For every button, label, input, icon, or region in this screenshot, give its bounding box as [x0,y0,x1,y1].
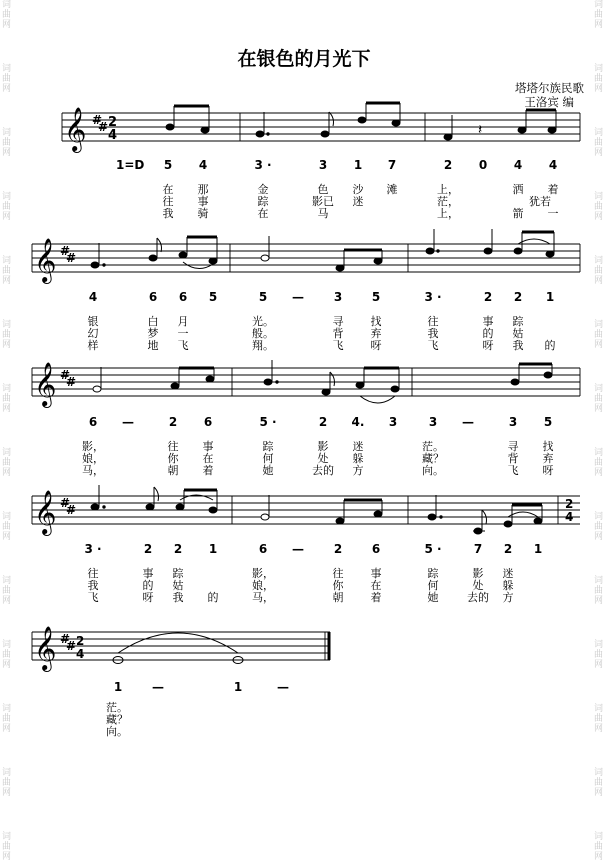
lyric-syllable: 事 [202,440,214,453]
watermark-text: 词 曲 网 [2,768,12,798]
svg-text:𝄞: 𝄞 [34,490,57,534]
lyric-syllable: 弃 [370,327,382,340]
lyric-syllable: 她 [262,464,274,477]
jianpu-note: 0 [478,158,488,172]
lyric-syllable: 事 [197,195,209,208]
watermark-text: 词 曲 网 [594,768,604,798]
jianpu-note: 5 [208,290,218,304]
svg-text:#: # [66,375,77,389]
jianpu-note: 6 [203,415,213,429]
lyric-syllable: 色 [317,183,329,196]
jianpu-note: 2 [483,290,493,304]
lyric-syllable: 影 [472,567,484,580]
lyric-syllable: 娘， [252,579,274,592]
lyric-syllable: 寻 [507,440,519,453]
lyric-syllable: 呀 [370,339,382,352]
time-sig-top: 2 [108,115,118,130]
jianpu-note: — [292,290,304,304]
watermark-text: 词 曲 网 [594,832,604,862]
watermark-text: 词 曲 网 [2,320,12,350]
jianpu-note: 1 [545,290,555,304]
lyric-syllable: 事 [370,567,382,580]
jianpu-note: 3 · [254,158,272,172]
svg-text:2: 2 [565,497,574,511]
watermark-text: 词 曲 网 [2,128,12,158]
lyric-syllable: 何 [262,452,274,465]
watermark-text: 词 曲 网 [2,384,12,414]
staff-system-3 [0,360,608,420]
jianpu-note: — [277,680,289,694]
jianpu-note: 3 [508,415,518,429]
svg-text:2: 2 [76,634,85,648]
watermark-text: 词 曲 网 [2,256,12,286]
lyric-syllable: 踪 [172,567,184,580]
lyric-syllable: 我 [162,207,174,220]
watermark-text: 词 曲 网 [594,192,604,222]
watermark-text: 词 曲 网 [2,512,12,542]
jianpu-note: 2 [503,542,513,556]
jianpu-note: 5 · [259,415,277,429]
jianpu-note: 4 [548,158,558,172]
lyric-syllable: 白 [147,315,159,328]
final-lyric-2: 藏？ [106,713,128,726]
song-title: 在银色的月光下 [237,48,371,70]
jianpu-note: 2 [143,542,153,556]
lyric-syllable: 飞 [507,464,519,477]
lyric-syllable: 幻 [87,327,99,340]
watermark-text: 词 曲 网 [2,832,12,862]
lyric-syllable: 方 [352,464,364,477]
lyric-syllable: 影已 [312,195,334,208]
lyric-syllable: 我 [427,327,439,340]
svg-text:#: # [66,639,77,653]
lyric-syllable: 迷 [502,567,514,580]
jianpu-note: — [462,415,474,429]
watermark-text: 词 曲 网 [2,576,12,606]
svg-text:4: 4 [76,647,85,661]
jianpu-note: 3 [318,158,328,172]
jianpu-note: 2 [513,290,523,304]
svg-text:#: # [92,113,103,127]
lyric-syllable: 着 [547,183,559,196]
jianpu-note: 3 · [424,290,442,304]
lyric-syllable: 背 [332,327,344,340]
lyric-syllable: 的 [207,591,219,604]
jianpu-note: 5 [163,158,173,172]
jianpu-note: 5 [258,290,268,304]
jianpu-note: 2 [333,542,343,556]
lyric-syllable: 在 [370,579,382,592]
svg-text:#: # [60,496,71,510]
lyric-syllable: 的 [544,339,556,352]
svg-text:#: # [98,120,109,134]
lyric-syllable: 朝 [167,464,179,477]
lyric-syllable: 藏？ [422,452,444,465]
jianpu-note: 6 [258,542,268,556]
lyric-syllable: 呀 [542,464,554,477]
lyric-syllable: 飞 [87,591,99,604]
lyric-syllable: 骑 [197,207,209,220]
watermark-text: 词 曲 网 [594,256,604,286]
lyric-syllable: 地 [147,339,159,352]
lyric-syllable: 往 [162,195,174,208]
jianpu-note: — [122,415,134,429]
lyric-syllable: 背 [507,452,519,465]
watermark-text: 词 曲 网 [2,704,12,734]
watermark-text: 词 曲 网 [594,704,604,734]
lyric-syllable: 我 [512,339,524,352]
lyric-syllable: 犹若 [529,195,551,208]
jianpu-note: 3 · [84,542,102,556]
staff-system-1 [0,100,608,160]
lyric-syllable: 月 [177,315,189,328]
svg-text:#: # [60,368,71,382]
lyric-syllable: 姑 [172,579,184,592]
svg-text:4: 4 [565,510,574,524]
jianpu-note: 7 [473,542,483,556]
lyric-syllable: 娘， [82,452,104,465]
lyric-syllable: 弃 [542,452,554,465]
jianpu-note: — [152,680,164,694]
svg-text:𝄽: 𝄽 [478,122,483,138]
lyric-syllable: 去的 [467,591,489,604]
final-lyrics [106,702,128,738]
jianpu-note: 2 [318,415,328,429]
jianpu-note: 4 [513,158,523,172]
jianpu-note: 2 [443,158,453,172]
lyric-syllable: 她 [427,591,439,604]
watermark-text: 词 曲 网 [594,0,604,30]
lyric-syllable: 洒 [512,183,524,196]
watermark-text: 词 曲 网 [594,320,604,350]
watermark-text: 词 曲 网 [594,64,604,94]
watermark-text: 词 曲 网 [594,576,604,606]
jianpu-note: 1 [113,680,123,694]
watermark-text: 词 曲 网 [2,640,12,670]
watermark-text: 词 曲 网 [594,384,604,414]
jianpu-note: 3 [428,415,438,429]
staff-system-2 [0,235,608,295]
lyric-syllable: 事 [142,567,154,580]
watermark-text: 词 曲 网 [594,128,604,158]
lyric-syllable: 朝 [332,591,344,604]
lyric-syllable: 呀 [142,591,154,604]
lyric-syllable: 往 [87,567,99,580]
jianpu-note: 2 [173,542,183,556]
treble-clef-icon: 𝄞 [64,107,87,151]
lyric-syllable: 踪 [262,440,274,453]
watermark-text: 词 曲 网 [594,512,604,542]
lyric-syllable: 迷 [352,195,364,208]
svg-text:𝄞: 𝄞 [34,626,57,670]
lyric-syllable: 影 [317,440,329,453]
jianpu-note: 5 [543,415,553,429]
lyric-syllable: 事 [482,315,494,328]
jianpu-note: 1 [233,680,243,694]
staff-system-4 [0,485,608,545]
lyric-syllable: 找 [542,440,554,453]
lyric-syllable: 寻 [332,315,344,328]
jianpu-note: 6 [371,542,381,556]
lyric-syllable: 箭 [512,207,524,220]
lyric-syllable: 上， [437,207,459,220]
jianpu-note: 5 [371,290,381,304]
lyric-syllable: 踪 [257,195,269,208]
lyric-syllable: 找 [370,315,382,328]
watermark-text: 词 曲 网 [2,448,12,478]
lyric-syllable: 迷 [352,440,364,453]
jianpu-note: 4 [88,290,98,304]
jianpu-note: 6 [88,415,98,429]
lyric-syllable: 的 [482,327,494,340]
jianpu-note: 1 [208,542,218,556]
lyric-syllable: 那 [197,183,209,196]
lyric-syllable: 飞 [427,339,439,352]
lyric-syllable: 在 [202,452,214,465]
lyric-syllable: 躲 [352,452,364,465]
lyric-syllable: 一 [547,207,559,220]
lyric-syllable: 的 [142,579,154,592]
lyric-syllable: 你 [332,579,344,592]
lyric-syllable: 茫。 [422,440,444,453]
jianpu-note: 4. [351,415,365,429]
lyric-syllable: 处 [472,579,484,592]
jianpu-note: 6 [178,290,188,304]
lyric-syllable: 向。 [422,464,444,477]
jianpu-note: 4 [198,158,208,172]
lyric-syllable: 方 [502,591,514,604]
svg-text:#: # [60,632,71,646]
lyric-syllable: 往 [332,567,344,580]
jianpu-note: 6 [148,290,158,304]
lyric-syllable: 茫， [437,195,459,208]
lyric-syllable: 呀 [482,339,494,352]
lyric-syllable: 处 [317,452,329,465]
credit-arranger: 王洛宾 编 [524,95,574,109]
staff-system-5 [0,620,608,680]
watermark-text: 词 曲 网 [2,64,12,94]
lyric-syllable: 躲 [502,579,514,592]
svg-text:𝄞: 𝄞 [34,362,57,406]
lyric-syllable: 上， [437,183,459,196]
lyric-syllable: 在 [162,183,174,196]
lyric-syllable: 往 [427,315,439,328]
jianpu-note: 1=D [116,158,145,172]
jianpu-note: 3 [388,415,398,429]
jianpu-note: 2 [168,415,178,429]
lyric-syllable: 光。 [252,315,274,328]
lyric-syllable: 一 [177,327,189,340]
lyric-syllable: 在 [257,207,269,220]
jianpu-note: 7 [387,158,397,172]
time-sig-bottom: 4 [108,128,118,143]
svg-text:#: # [60,244,71,258]
lyric-syllable: 踪 [427,567,439,580]
lyric-syllable: 去的 [312,464,334,477]
lyric-syllable: 马， [252,591,274,604]
lyric-syllable: 滩 [386,183,398,196]
jianpu-note: — [292,542,304,556]
lyric-syllable: 往 [167,440,179,453]
lyric-syllable: 姑 [512,327,524,340]
watermark-text: 词 曲 网 [594,448,604,478]
lyric-syllable: 你 [167,452,179,465]
lyric-syllable: 马， [82,464,104,477]
lyric-syllable: 样 [87,339,99,352]
lyric-syllable: 着 [370,591,382,604]
lyric-syllable: 影， [82,440,104,453]
jianpu-note: 1 [353,158,363,172]
credit-origin: 塔塔尔族民歌 [515,81,584,95]
watermark-text: 词 曲 网 [2,192,12,222]
lyric-syllable: 我 [87,579,99,592]
jianpu-note: 3 [333,290,343,304]
lyric-syllable: 飞 [177,339,189,352]
lyric-syllable: 我 [172,591,184,604]
svg-text:𝄞: 𝄞 [34,238,57,282]
lyric-syllable: 般。 [252,327,274,340]
watermark-text: 词 曲 网 [594,640,604,670]
lyric-syllable: 梦 [147,327,159,340]
lyric-syllable: 翔。 [252,339,274,352]
lyric-syllable: 银 [87,315,99,328]
jianpu-note: 1 [533,542,543,556]
watermark-text: 词 曲 网 [2,0,12,30]
lyric-syllable: 踪 [512,315,524,328]
svg-text:#: # [66,251,77,265]
final-lyric-3: 向。 [106,725,128,738]
lyric-syllable: 影， [252,567,274,580]
lyric-syllable: 马 [317,207,329,220]
svg-text:#: # [66,503,77,517]
lyric-syllable: 何 [427,579,439,592]
jianpu-note: 5 · [424,542,442,556]
lyric-syllable: 金 [257,183,269,196]
lyric-syllable: 着 [202,464,214,477]
lyric-syllable: 飞 [332,339,344,352]
final-lyric-1: 茫。 [106,701,128,714]
lyric-syllable: 沙 [352,183,364,196]
